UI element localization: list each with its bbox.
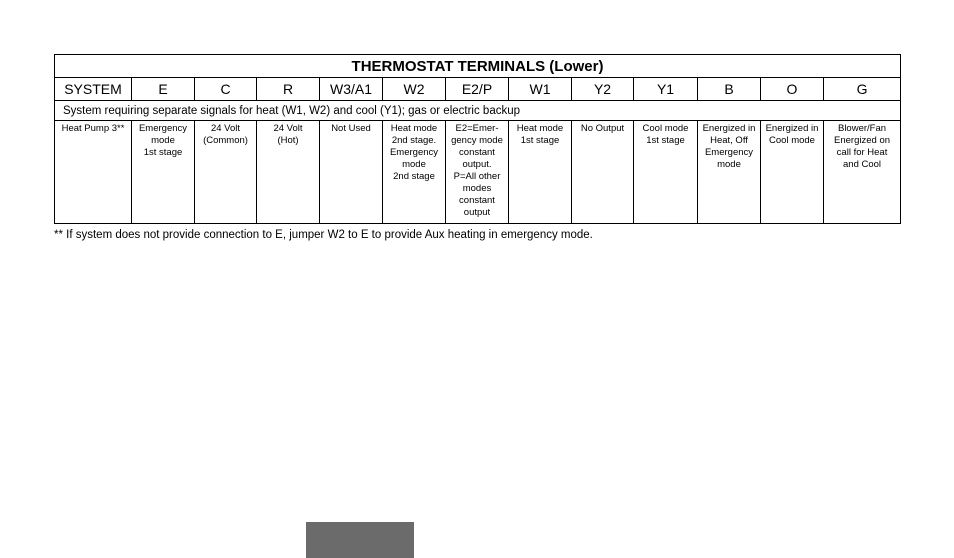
header-w1: W1	[509, 78, 572, 101]
note-row	[55, 101, 901, 121]
cell-g: Blower/Fan Energized on call for Heat and Cool	[824, 121, 901, 224]
header-y2: Y2	[572, 78, 634, 101]
cell-r: 24 Volt (Hot)	[257, 121, 320, 224]
cell-w1: Heat mode 1st stage	[509, 121, 572, 224]
cell-system: Heat Pump 3**	[55, 121, 132, 224]
cell-e: Emergency mode 1st stage	[132, 121, 195, 224]
cell-y1: Cool mode 1st stage	[634, 121, 698, 224]
header-o: O	[761, 78, 824, 101]
page-tab-block	[306, 522, 414, 558]
header-g: G	[824, 78, 901, 101]
thermostat-terminals-table	[54, 54, 901, 224]
footnote: ** If system does not provide connection to E, jumper W2 to E to provide Aux heating in emergency mode.	[54, 229, 593, 241]
cell-c: 24 Volt (Common)	[195, 121, 257, 224]
table-row	[55, 121, 901, 224]
header-e: E	[132, 78, 195, 101]
header-w2: W2	[383, 78, 446, 101]
system-note: System requiring separate signals for heat (W1, W2) and cool (Y1); gas or electric backup	[55, 101, 901, 121]
header-system: SYSTEM	[55, 78, 132, 101]
cell-y2: No Output	[572, 121, 634, 224]
header-row	[55, 78, 901, 101]
header-r: R	[257, 78, 320, 101]
cell-b: Energized in Heat, Off Emergency mode	[698, 121, 761, 224]
table-title: THERMOSTAT TERMINALS (Lower)	[55, 55, 901, 78]
header-y1: Y1	[634, 78, 698, 101]
table-title-row	[55, 55, 901, 78]
header-b: B	[698, 78, 761, 101]
header-c: C	[195, 78, 257, 101]
header-w3-a1: W3/A1	[320, 78, 383, 101]
cell-w2: Heat mode 2nd stage. Emergency mode 2nd stage	[383, 121, 446, 224]
cell-w3-a1: Not Used	[320, 121, 383, 224]
header-e2-p: E2/P	[446, 78, 509, 101]
cell-e2-p: E2=Emer- gency mode constant output. P=All other modes constant output	[446, 121, 509, 224]
cell-o: Energized in Cool mode	[761, 121, 824, 224]
